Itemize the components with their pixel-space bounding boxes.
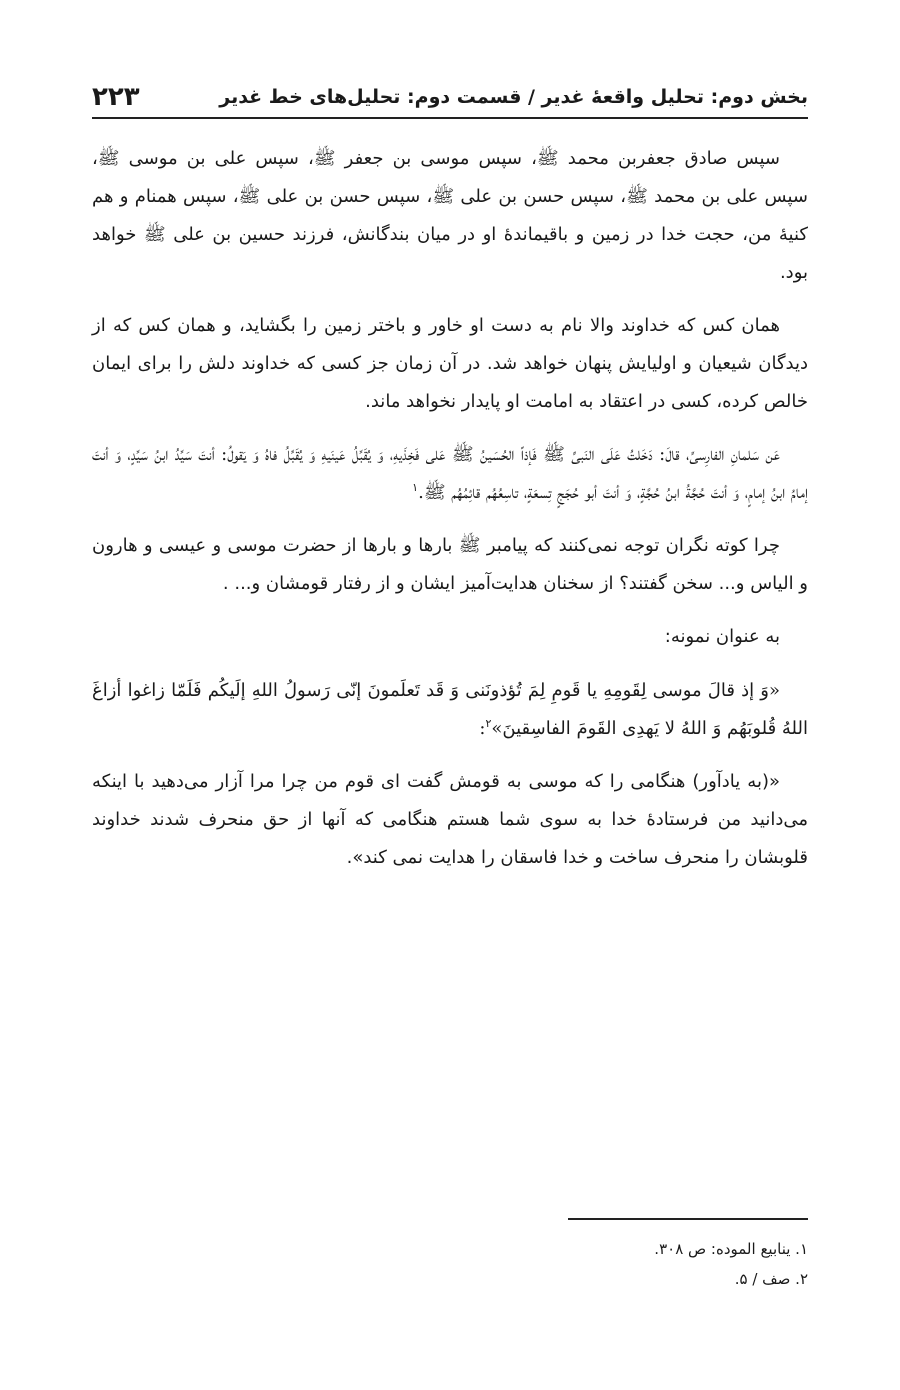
paragraph-3: چرا کوته نگران توجه نمی‌کنند که پیامبر ﷺ بارها و بارها از حضرت موسی و عیسی و هارون و الیاس و... سخن گفتند؟ از سخنان هدایت‌آمیز ایشان و از رفتار قومشان و... . — [92, 535, 808, 594]
footnote-1: ۱. ینابیع الموده: ص ۳۰۸. — [654, 1240, 808, 1258]
header-rule — [92, 117, 808, 119]
footnote-rule — [568, 1218, 808, 1220]
page-header — [92, 62, 808, 112]
footnote-marker-1[interactable]: ۱ — [412, 481, 419, 494]
footnotes — [92, 1234, 808, 1294]
page-number: ۲۲۳ — [92, 82, 140, 112]
quran-verse — [92, 672, 808, 748]
paragraph-2: همان کس که خداوند والا نام به دست او خاور و باختر زمین را بگشاید، و همان کس که از دیدگان شیعیان و اولیایش پنهان خواهد شد. در آن زمان جز کسی که خداوند دلش را برای ایمان خالص کرده، کسی در اعتقاد به امامت او پایدار نخواهد ماند. — [92, 315, 808, 412]
quran-text: «وَ إذ قالَ موسی لِقَومِهِ یا قَومِ لِمَ تُؤذونَنی وَ قَد تَعلَمونَ إنّی رَسولُ اللهِ إلَیکُم فَلَمّا زاغوا أزاغَ اللهُ قُلوبَهُم وَ اللهُ لا یَهدِی القَومَ الفاسِقینَ» — [92, 680, 808, 739]
book-page — [92, 0, 808, 1390]
body-text — [92, 140, 808, 892]
footnote-marker-2[interactable]: ۲ — [485, 717, 492, 730]
hadith-text: عَن سَلمانِ الفارِسیِّ، قالَ: دَخَلتُ عَلَی النَبیِّ ﷺ فَإذاً الحُسَینُ ﷺ عَلی فَخِذَیهِ، وَ یُقَبِّلُ عَینَیهِ وَ یُقَبِّلُ فاهُ وَ یَقولُ: أنتَ سَیِّدُ ابنُ سَیِّدٍ، وَ أنتَ إمامُ ابنُ إمامٍ، وَ أنتَ حُجَّةُ ابنُ حُجَّةٍ، وَ أنتَ أبو حُجَجٍ تِسعَةٍ، تاسِعُهُم قائِمُهُم ﷺ. — [92, 444, 808, 503]
footnote-2: ۲. صف / ۵. — [734, 1270, 808, 1288]
paragraph-5: «(به یادآور) هنگامی را که موسی به قومش گفت ای قوم من چرا مرا آزار می‌دهید با اینکه می‌دانید من فرستادهٔ خدا به سوی شما هستم هنگامی که آنها از حق منحرف شدند خداوند قلوبشان را منحرف ساخت و خدا فاسقان را هدایت نمی کند». — [92, 771, 808, 868]
paragraph-1: سپس صادق جعفربن محمد ﷺ، سپس موسی بن جعفر ﷺ، سپس علی بن موسی ﷺ، سپس علی بن محمد ﷺ، سپس حسن بن علی ﷺ، سپس حسن بن علی ﷺ، سپس همنام و هم کنیهٔ من، حجت خدا در زمین و باقیماندهٔ او در میان بندگانش، فرزند حسین بن علی ﷺ خواهد بود. — [92, 148, 808, 283]
paragraph-4: به عنوان نمونه: — [664, 626, 780, 647]
running-head: بخش دوم: تحلیل واقعهٔ غدیر / قسمت دوم: تحلیل‌های خط غدیر — [219, 86, 808, 108]
hadith-quote — [92, 436, 808, 512]
quran-tail: : — [479, 718, 486, 739]
